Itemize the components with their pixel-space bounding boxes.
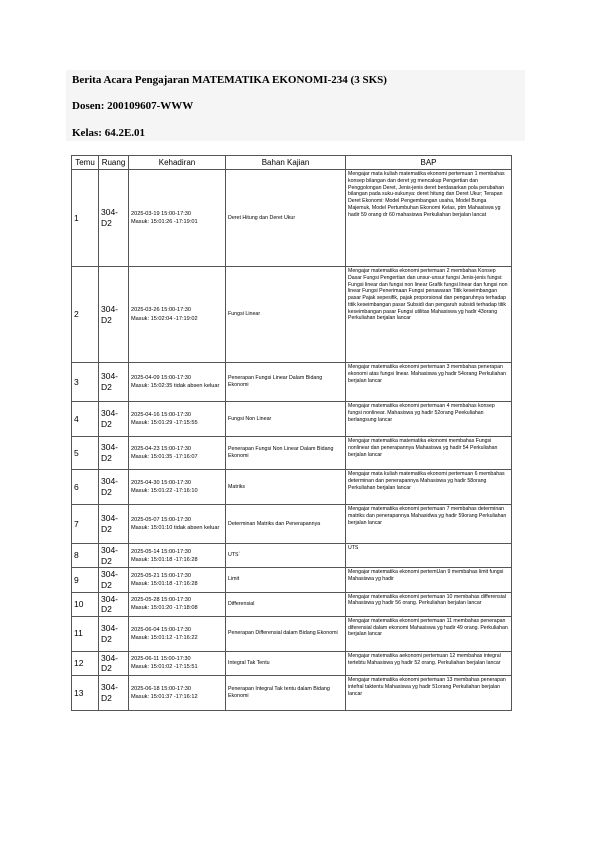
table-row — [72, 170, 512, 267]
cell-bap: Mengajar matematika ekonomi pertemuan 7 membahas determinan matriks dan penerapannya Mahasidwa yg hadir 59orang Perkuliahan berjalan lancar — [346, 505, 512, 544]
table-row — [72, 568, 512, 592]
lecturer-info: Dosen: 200109607-WWW — [72, 100, 194, 112]
attendance-time: Masuk: 15:01:37 -17:16:12 — [131, 694, 198, 700]
cell-bahan-kajian: Fungsi Non Linear — [226, 402, 346, 437]
cell-temu: 2 — [72, 267, 99, 363]
cell-temu: 3 — [72, 363, 99, 402]
cell-bahan-kajian: Integral Tak Tentu — [226, 651, 346, 675]
table-header-row — [72, 156, 512, 170]
cell-temu: 9 — [72, 568, 99, 592]
table-row — [72, 544, 512, 568]
attendance-time: Masuk: 15:01:18 -17:16:28 — [131, 580, 198, 587]
cell-bahan-kajian: Limit — [226, 568, 346, 592]
cell-bahan-kajian: Penerapan Fungsi Linear Dalam Bidang Ekonomi — [226, 363, 346, 402]
cell-kehadiran — [129, 505, 226, 544]
cell-kehadiran — [129, 544, 226, 568]
document-title: Berita Acara Pengajaran MATEMATIKA EKONOMI-234 (3 SKS) — [72, 74, 387, 86]
cell-kehadiran — [129, 676, 226, 711]
cell-temu: 4 — [72, 402, 99, 437]
cell-bahan-kajian: Differensial — [226, 592, 346, 616]
attendance-time: Masuk: 15:01:29 -17:15:55 — [131, 420, 198, 426]
cell-ruang: 304-D2 — [99, 651, 129, 675]
cell-kehadiran — [129, 592, 226, 616]
schedule-time: 2025-06-11 15:00-17:30 — [131, 656, 191, 663]
column-header-bap: BAP — [346, 156, 512, 170]
table-row — [72, 592, 512, 616]
cell-temu: 1 — [72, 170, 99, 267]
cell-temu: 8 — [72, 544, 99, 568]
attendance-time: Masuk: 15:01:10 tidak absen keluar — [131, 525, 220, 531]
cell-bap: Mengajar matematika ekonomi pertemuan 2 membahas Konsep Dasar Fungsi Pengertian dan unsur-unsur fungsi Jenis-jenis fungsi: Fungsi linear dan fungsi non linear Grafik fungsi linear dan fungsi non linear Fungsi Penerimaan Fungsi penawaran Titik keseimbangan pasar Pajak sepesifik, pajak proporsional dan pengaruhnya terhadap titik keseimbangan pasar Subsidi dan pengaruh subsidi terhadap titik keseimbangan pasar Fungsi utilitas Mahasiswa yg hadir 43orang Perkuliahan berjalan lancar — [346, 267, 512, 363]
cell-kehadiran — [129, 437, 226, 470]
cell-ruang: 304-D2 — [99, 170, 129, 267]
cell-ruang: 304-D2 — [99, 470, 129, 505]
schedule-time: 2025-03-19 15:00-17:30 — [131, 210, 192, 217]
table-row — [72, 402, 512, 437]
column-header-bahan-kajian: Bahan Kajian — [226, 156, 346, 170]
class-info: Kelas: 64.2E.01 — [72, 127, 146, 139]
attendance-time: Masuk: 15:01:22 -17:16:10 — [131, 488, 198, 494]
cell-ruang: 304-D2 — [99, 363, 129, 402]
table-row — [72, 505, 512, 544]
cell-bahan-kajian: Penerapan Differensial dalam Bidang Ekonomi — [226, 616, 346, 651]
cell-bap: Mengajar matematika ekonomi pertemUan 9 membahas limit fungsi Mahasiswa yg hadir — [346, 568, 512, 592]
cell-bap: Mengajar matematika ekonomi pertemuan 10 membahas differensial Mahasiswa yg hadir 56 orang. Perkuliahan berjalan lancar — [346, 592, 512, 616]
document-header — [66, 70, 525, 141]
cell-ruang: 304-D2 — [99, 505, 129, 544]
schedule-time: 2025-05-14 15:00-17:30 — [131, 548, 192, 555]
schedule-time: 2025-06-04 15:00-17:30 — [131, 626, 192, 633]
attendance-time: Masuk: 15:02:04 -17:19:02 — [131, 315, 198, 322]
cell-temu: 12 — [72, 651, 99, 675]
attendance-time: Masuk: 15:01:18 -17:16:28 — [131, 556, 198, 563]
cell-bap: Mengajar matematika aekonomi pertemuan 12 membahas integral tertebtu Mahasiswa yg hadir 52 orang. Perkuliahan berjalan lancar — [346, 651, 512, 675]
cell-kehadiran — [129, 402, 226, 437]
column-header-temu: Temu — [72, 156, 99, 170]
cell-bap: Mengajar mata kuliah matematika ekonomi pertemuan 6 membahas determinan dan penerapannya Mahasiswa yg hadir 58orang Perkuliahan berjalan lancar — [346, 470, 512, 505]
cell-temu: 5 — [72, 437, 99, 470]
cell-bahan-kajian: Matriks — [226, 470, 346, 505]
cell-temu: 7 — [72, 505, 99, 544]
attendance-time: Masuk: 15:01:35 -17:16:07 — [131, 454, 198, 460]
cell-temu: 13 — [72, 676, 99, 711]
cell-temu: 6 — [72, 470, 99, 505]
schedule-time: 2025-04-09 15:00-17:30 — [131, 374, 192, 381]
table-row — [72, 651, 512, 675]
cell-ruang: 304-D2 — [99, 267, 129, 363]
schedule-time: 2025-04-30 15:00-17:30 — [131, 479, 192, 486]
cell-bap: Mengajar matematika ekonomi pertemuan 3 membahas penerapan ekonomi atas fungsi linear. Mahasiswa yg hadir 54orang Perkuliahan berjalan lancar — [346, 363, 512, 402]
table-row — [72, 676, 512, 711]
cell-kehadiran — [129, 470, 226, 505]
cell-bahan-kajian: Determinan Matriks dan Penerapannya — [226, 505, 346, 544]
table-row — [72, 363, 512, 402]
cell-bap: UTS — [346, 544, 512, 568]
cell-ruang: 304-D2 — [99, 437, 129, 470]
table-row — [72, 267, 512, 363]
cell-kehadiran — [129, 568, 226, 592]
schedule-time: 2025-05-28 15:00-17:30 — [131, 597, 192, 604]
cell-kehadiran — [129, 363, 226, 402]
schedule-time: 2025-03-26 15:00-17:30 — [131, 307, 192, 314]
cell-temu: 10 — [72, 592, 99, 616]
attendance-time: Masuk: 15:01:26 -17:19:01 — [131, 219, 198, 225]
attendance-time: Masuk: 15:02:35 tidak absen keluar — [131, 383, 220, 389]
cell-bahan-kajian: Penerapan Fungsi Non Linear Dalam Bidang Ekonomi — [226, 437, 346, 470]
schedule-time: 2025-04-16 15:00-17:30 — [131, 411, 192, 418]
cell-bahan-kajian: UTS` — [226, 544, 346, 568]
table-row — [72, 437, 512, 470]
table-row — [72, 616, 512, 651]
column-header-ruang: Ruang — [99, 156, 129, 170]
attendance-time: Masuk: 15:01:02 -17:15:51 — [131, 664, 198, 671]
cell-bahan-kajian: Fungsi Linear — [226, 267, 346, 363]
schedule-time: 2025-05-21 15:00-17:30 — [131, 572, 192, 579]
table-row — [72, 470, 512, 505]
cell-bahan-kajian: Deret Hitung dan Deret Ukur — [226, 170, 346, 267]
cell-bahan-kajian: Penerapan Integral Tak tentu dalam Bidang Ekonomi — [226, 676, 346, 711]
cell-temu: 11 — [72, 616, 99, 651]
schedule-time: 2025-05-07 15:00-17:30 — [131, 516, 192, 523]
cell-bap: Mengajar matematika matematika ekonomi membahas Fungsi nonlinear dan penerapannya Mahasiswa yg hadir 54 Perkuliahan berjalan lancar — [346, 437, 512, 470]
attendance-time: Masuk: 15:01:12 -17:16:22 — [131, 634, 198, 641]
cell-ruang: 304-D2 — [99, 616, 129, 651]
cell-ruang: 304-D2 — [99, 544, 129, 568]
cell-bap: Mengajar matematika ekonomi pertemuan 4 membahas konsep fungsi nonlinear. Mahasiswa yg hadir 52orang Peekuliahan berlangsung lancar — [346, 402, 512, 437]
schedule-time: 2025-04-23 15:00-17:30 — [131, 445, 192, 452]
attendance-time: Masuk: 15:01:20 -17:18:08 — [131, 605, 198, 612]
schedule-time: 2025-06-18 15:00-17:30 — [131, 685, 192, 692]
column-header-kehadiran: Kehadiran — [129, 156, 226, 170]
cell-bap: Mengajar mata kuliah matematika ekonomi pertemuan 1 membahas konsep bilangan dan deret yg mencakup Pengertian dan Penggolongan Deret, Jenis-jenis deret berdasarkan pola perubahan bilangan pada suku-sukunya: deret hitung dan Deret Ukur; Terapan Deret Ekonomi: Model Pengembangan usaha, Model Bunga Majemuk, Model Pertumbuhan Ekonomi Kelas, ptm Mahasiswa yg hadir 59 orang dr 60 mahasiswa Perkuliahan berjalan lancat — [346, 170, 512, 267]
cell-kehadiran — [129, 170, 226, 267]
cell-ruang: 304-D2 — [99, 568, 129, 592]
cell-kehadiran — [129, 651, 226, 675]
teaching-report-table — [71, 155, 512, 711]
cell-kehadiran — [129, 616, 226, 651]
cell-bap: Mengajar matematika ekonomi pertemuan 13 membahas penerapan intefral taktentu Mahasiswa yg hadir 51orang Perkuliahan berjalan lancar — [346, 676, 512, 711]
cell-ruang: 304-D2 — [99, 676, 129, 711]
cell-ruang: 304-D2 — [99, 592, 129, 616]
cell-bap: Mengajar matematika ekonomi pertemuan 11 membahas penerapan diferensial dalam ekonomi Mahasiswa yg hadir 49 orang. Perkuliahan berjalan lancar — [346, 616, 512, 651]
cell-ruang: 304-D2 — [99, 402, 129, 437]
cell-kehadiran — [129, 267, 226, 363]
